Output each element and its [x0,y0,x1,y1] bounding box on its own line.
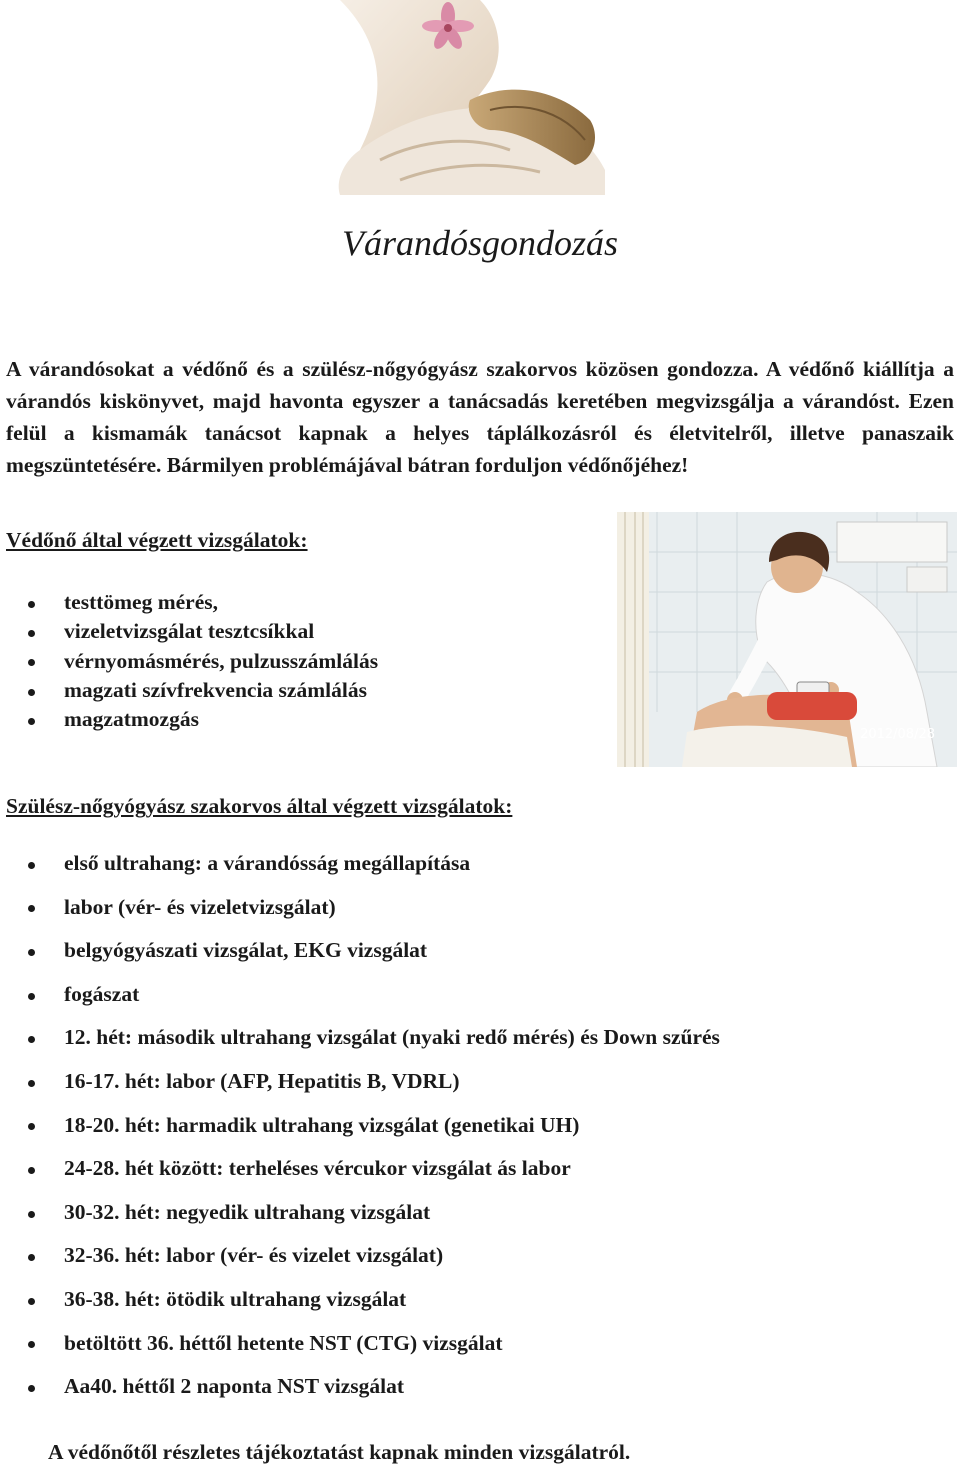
list-item-text: 36-38. hét: ötödik ultrahang vizsgálat [64,1286,407,1311]
list-item-text: belgyógyászati vizsgálat, EKG vizsgálat [64,938,428,963]
list-item [28,1234,720,1278]
nurse-exam-photo [617,512,957,767]
list-item [28,1147,720,1191]
list-item [28,842,720,886]
bullet-icon [28,1036,35,1043]
bullet-icon [28,1298,35,1305]
bullet-icon [28,1167,35,1174]
bullet-icon [28,1385,35,1392]
list-item-text: fogászat [64,981,140,1006]
bullet-icon [28,1211,35,1218]
bullet-icon [28,905,35,912]
list-item-text: testtömeg mérés, [64,590,218,614]
list-item-text: vérnyomásmérés, pulzusszámlálás [64,648,379,673]
bullet-icon [28,862,35,869]
bullet-icon [28,601,35,608]
list-item-text: betöltött 36. héttől hetente NST (CTG) vizsgálat [64,1330,503,1355]
bullet-icon [28,1254,35,1261]
list-item-text: 32-36. hét: labor (vér- és vizelet vizsgálat) [64,1243,444,1268]
intro-paragraph: A várandósokat a védőnő és a szülész-nőgyógyász szakorvos közösen gondozza. A védőnő kiállítja a várandós kiskönyvet, majd havonta egyszer a tanácsadás keretében megvizsgálja a várandóst. Ezen felül a kismamák tanácsot kapnak a helyes táplálkozásról és életvitelről, illetve panaszaik megszüntetésére. Bármilyen problémájával bátran forduljon védőnőjéhez! [6,357,954,477]
pregnant-woman-photo [320,0,610,195]
bullet-icon [28,630,35,637]
bullet-icon [28,1341,35,1348]
list-item-text: vizeletvizsgálat tesztcsíkkal [64,619,315,644]
section2-list [28,842,720,1409]
bullet-icon [28,689,35,696]
list-item [28,1322,720,1366]
section1-list [28,588,378,734]
list-item [28,1191,720,1235]
page-title: Várandósgondozás [341,223,619,263]
list-item [28,617,378,646]
list-item-text: magzatmozgás [64,707,199,732]
list-item-text: 30-32. hét: negyedik ultrahang vizsgálat [64,1199,431,1224]
list-item-text: 18-20. hét: harmadik ultrahang vizsgálat (genetikai UH) [64,1112,580,1137]
list-item-text: 12. hét: második ultrahang vizsgálat (nyaki redő mérés) és Down szűrés [64,1025,720,1050]
bullet-icon [28,993,35,1000]
list-item [28,1365,720,1409]
list-item-text: 16-17. hét: labor (AFP, Hepatitis B, VDRL) [64,1068,460,1093]
bullet-icon [28,1123,35,1130]
list-item [28,1104,720,1148]
bullet-icon [28,1080,35,1087]
list-item [28,1278,720,1322]
list-item [28,886,720,930]
bullet-icon [28,718,35,725]
list-item [28,973,720,1017]
list-item-text: Aa40. héttől 2 naponta NST vizsgálat [64,1374,405,1399]
list-item [28,1060,720,1104]
section2-heading: Szülész-nőgyógyász szakorvos által végzett vizsgálatok: [6,794,513,818]
list-item [28,705,378,734]
footer-note: A védőnőtől részletes tájékoztatást kapnak minden vizsgálatról. [48,1440,631,1464]
list-item [28,929,720,973]
list-item [28,647,378,676]
list-item-text: első ultrahang: a várandósság megállapítása [64,851,471,875]
photo-date-stamp: 2012/08/28 [860,727,935,742]
list-item [28,676,378,705]
bullet-icon [28,659,35,666]
list-item [28,588,378,617]
bullet-icon [28,949,35,956]
list-item [28,1016,720,1060]
list-item-text: magzati szívfrekvencia számlálás [64,677,367,702]
section1-heading: Védőnő által végzett vizsgálatok: [6,528,308,552]
list-item-text: labor (vér- és vizeletvizsgálat) [64,894,336,919]
list-item-text: 24-28. hét között: terheléses vércukor vizsgálat ás labor [64,1156,571,1181]
